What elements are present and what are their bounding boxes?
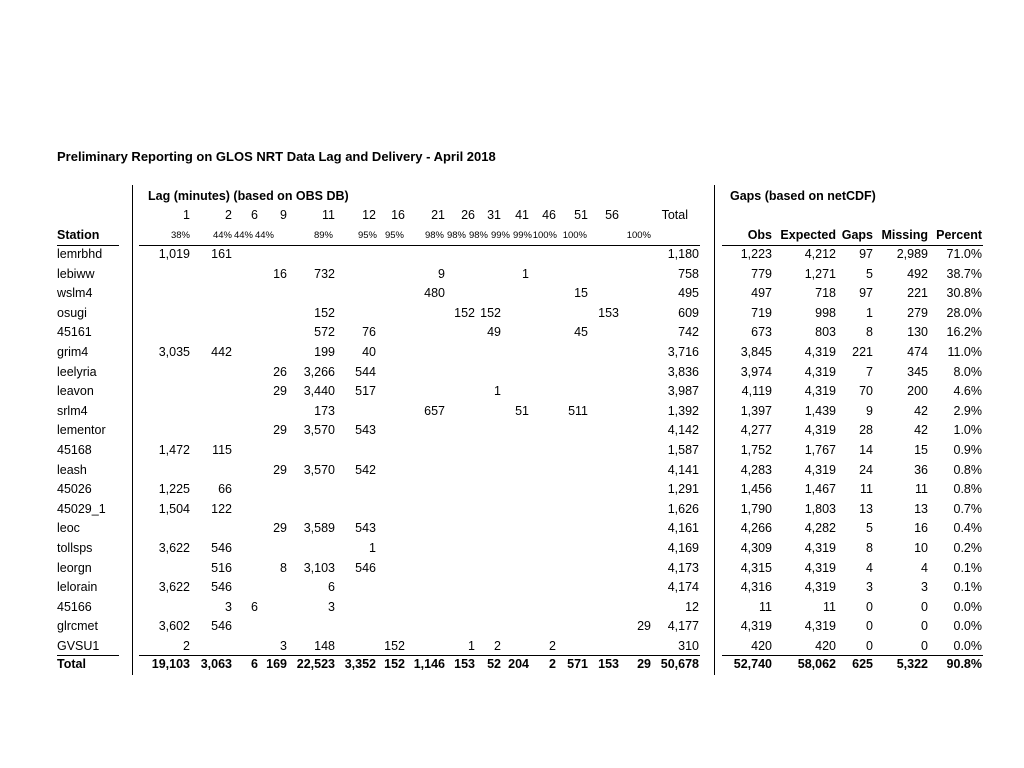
gaps-missing-cell: 221 [907, 286, 928, 300]
gaps-expected-cell: 4,319 [804, 345, 836, 359]
lag-minutes-header: Total [661, 208, 688, 222]
gaps-expected-cell: 1,467 [804, 482, 836, 496]
lag-cell: 152 [454, 306, 475, 320]
gaps-missing-cell: 36 [914, 463, 928, 477]
gaps-gaps-cell: 7 [866, 365, 873, 379]
lag-cell: 3,570 [303, 463, 335, 477]
gaps-gaps-cell: 8 [866, 325, 873, 339]
lag-cell: 1,504 [158, 502, 190, 516]
lag-cell: 546 [211, 619, 232, 633]
lag-total-cell: 4,177 [667, 619, 699, 633]
gaps-expected-cell: 11 [823, 600, 836, 614]
lag-cumulative-percent: 100% [562, 230, 587, 241]
lag-cell: 517 [355, 384, 376, 398]
lag-cell: 3,266 [303, 365, 335, 379]
lag-grand-total-cell: 50,678 [660, 657, 699, 671]
lag-total-row-cell: 22,523 [296, 657, 335, 671]
lag-cell: 543 [355, 521, 376, 535]
gaps-percent-cell: 28.0% [946, 306, 982, 320]
gaps-missing-cell: 279 [907, 306, 928, 320]
lag-cumulative-percent: 100% [626, 230, 651, 241]
lag-divider-line [132, 185, 133, 675]
station-name: lebiww [57, 267, 95, 281]
gaps-gaps-cell: 14 [859, 443, 873, 457]
gaps-gaps-cell: 5 [866, 267, 873, 281]
station-name: srlm4 [57, 404, 88, 418]
gaps-obs-cell: 1,223 [740, 247, 772, 261]
lag-cell: 544 [355, 365, 376, 379]
lag-minutes-header: 6 [251, 208, 258, 222]
lag-cell: 546 [211, 541, 232, 555]
lag-cell: 480 [424, 286, 445, 300]
lag-cumulative-percent: 99% [490, 230, 510, 241]
lag-minutes-header: 2 [225, 208, 232, 222]
gaps-missing-cell: 11 [915, 482, 928, 496]
gaps-missing-cell: 474 [907, 345, 928, 359]
lag-total-cell: 4,161 [667, 521, 699, 535]
station-name: tollsps [57, 541, 93, 555]
lag-cell: 511 [568, 404, 588, 418]
lag-total-row-cell: 2 [549, 657, 556, 671]
lag-total-cell: 758 [678, 267, 699, 281]
gaps-gaps-cell: 9 [866, 404, 873, 418]
lag-cell: 148 [314, 639, 335, 653]
lag-cell: 3,103 [303, 561, 335, 575]
lag-cell: 546 [355, 561, 376, 575]
lag-total-cell: 310 [678, 639, 699, 653]
lag-cell: 1 [369, 541, 376, 555]
gaps-expected-cell: 718 [815, 286, 836, 300]
lag-minutes-header: 21 [431, 208, 445, 222]
gaps-expected-cell: 4,319 [804, 619, 836, 633]
lag-cell: 732 [314, 267, 335, 281]
gaps-obs-cell: 420 [751, 639, 772, 653]
gaps-expected-cell: 4,319 [804, 561, 836, 575]
gaps-expected-cell: 420 [815, 639, 836, 653]
gaps-percent-cell: 2.9% [953, 404, 982, 418]
station-name: glrcmet [57, 619, 98, 633]
station-column-header: Station [57, 228, 100, 242]
gaps-expected-cell: 4,319 [804, 463, 836, 477]
gaps-obs-cell: 673 [751, 325, 772, 339]
lag-total-cell: 495 [678, 286, 699, 300]
gaps-percent-cell: 0.7% [953, 502, 982, 516]
gaps-header-underline [722, 245, 983, 246]
gaps-percent-cell: 1.0% [953, 423, 982, 437]
lag-cumulative-percent: 95% [357, 230, 377, 241]
lag-total-row-cell: 153 [454, 657, 475, 671]
report-title: Preliminary Reporting on GLOS NRT Data Lag and Delivery - April 2018 [57, 149, 496, 164]
lag-cell: 29 [637, 619, 651, 633]
lag-cell: 122 [211, 502, 232, 516]
lag-cell: 572 [314, 325, 335, 339]
lag-cumulative-percent: 99% [512, 230, 532, 241]
lag-cell: 657 [424, 404, 445, 418]
gaps-percent-cell: 0.8% [953, 482, 982, 496]
gaps-obs-cell: 1,456 [740, 482, 772, 496]
lag-section-title: Lag (minutes) (based on OBS DB) [148, 189, 349, 203]
lag-cell: 49 [487, 325, 501, 339]
lag-cell: 173 [314, 404, 335, 418]
gaps-column-header: Percent [936, 228, 982, 242]
gaps-percent-cell: 0.1% [953, 580, 982, 594]
gaps-obs-cell: 4,315 [740, 561, 772, 575]
gaps-expected-cell: 4,282 [804, 521, 836, 535]
lag-cell: 1,225 [158, 482, 190, 496]
lag-cell: 153 [598, 306, 619, 320]
gaps-expected-cell: 4,319 [804, 541, 836, 555]
gaps-percent-cell: 38.7% [946, 267, 982, 281]
gaps-percent-cell: 0.0% [953, 619, 982, 633]
lag-total-row-cell: 1,146 [413, 657, 445, 671]
lag-cell: 546 [211, 580, 232, 594]
lag-cell: 1 [522, 267, 529, 281]
lag-total-cell: 4,142 [667, 423, 699, 437]
gaps-obs-cell: 497 [751, 286, 772, 300]
gaps-obs-cell: 3,845 [740, 345, 772, 359]
gaps-obs-cell: 1,790 [740, 502, 772, 516]
gaps-gaps-cell: 5 [866, 521, 873, 535]
lag-total-cell: 4,169 [667, 541, 699, 555]
lag-minutes-header: 9 [280, 208, 287, 222]
lag-cell: 29 [273, 463, 287, 477]
lag-cell: 1,019 [158, 247, 190, 261]
gaps-obs-cell: 4,277 [740, 423, 772, 437]
gaps-percent-cell: 0.9% [953, 443, 982, 457]
lag-minutes-header: 1 [183, 208, 190, 222]
total-row-line-lag [139, 655, 700, 656]
gaps-missing-cell: 0 [921, 639, 928, 653]
gaps-gaps-cell: 4 [866, 561, 873, 575]
station-name: leoc [57, 521, 80, 535]
lag-cell: 3,570 [303, 423, 335, 437]
lag-cell: 3 [225, 600, 232, 614]
lag-total-row-cell: 153 [598, 657, 619, 671]
station-name: leavon [57, 384, 94, 398]
gaps-gaps-cell: 1 [866, 306, 873, 320]
gaps-obs-cell: 719 [751, 306, 772, 320]
lag-cell: 76 [362, 325, 376, 339]
lag-total-cell: 1,626 [667, 502, 699, 516]
gaps-obs-cell: 4,266 [740, 521, 772, 535]
gaps-percent-cell: 0.2% [953, 541, 982, 555]
lag-cell: 152 [384, 639, 405, 653]
gaps-percent-cell: 0.8% [953, 463, 982, 477]
station-name: leash [57, 463, 87, 477]
gaps-percent-cell: 71.0% [946, 247, 982, 261]
lag-cell: 152 [480, 306, 501, 320]
lag-cell: 152 [314, 306, 335, 320]
gaps-obs-cell: 779 [751, 267, 772, 281]
station-name: lemrbhd [57, 247, 103, 261]
lag-cell: 3,035 [158, 345, 190, 359]
gaps-total-missing-cell: 5,322 [896, 657, 928, 671]
gaps-missing-cell: 0 [921, 600, 928, 614]
station-name: 45029_1 [57, 502, 106, 516]
lag-cell: 442 [211, 345, 232, 359]
lag-total-row-cell: 152 [384, 657, 405, 671]
lag-minutes-header: 11 [322, 208, 335, 222]
lag-total-row-cell: 571 [567, 657, 588, 671]
gaps-gaps-cell: 13 [859, 502, 873, 516]
lag-cell: 16 [273, 267, 287, 281]
station-name: lementor [57, 423, 106, 437]
gaps-total-obs-cell: 52,740 [733, 657, 772, 671]
gaps-percent-cell: 4.6% [953, 384, 982, 398]
gaps-obs-cell: 4,119 [741, 384, 772, 398]
gaps-obs-cell: 4,319 [740, 619, 772, 633]
lag-cumulative-percent: 44% [254, 230, 274, 241]
lag-minutes-header: 51 [574, 208, 588, 222]
total-row-label: Total [57, 657, 86, 671]
lag-cell: 40 [362, 345, 376, 359]
gaps-total-gaps-cell: 625 [852, 657, 873, 671]
gaps-missing-cell: 42 [914, 404, 928, 418]
lag-total-cell: 1,180 [667, 247, 699, 261]
lag-cumulative-percent: 38% [170, 230, 190, 241]
gaps-missing-cell: 13 [914, 502, 928, 516]
lag-total-row-cell: 6 [251, 657, 258, 671]
station-name: 45161 [57, 325, 92, 339]
lag-total-cell: 12 [685, 600, 699, 614]
lag-cell: 3,622 [158, 541, 190, 555]
lag-cumulative-percent: 89% [313, 230, 333, 241]
gaps-expected-cell: 4,212 [804, 247, 836, 261]
lag-cell: 199 [314, 345, 335, 359]
lag-total-cell: 742 [678, 325, 699, 339]
lag-cell: 29 [273, 521, 287, 535]
lag-cell: 543 [355, 423, 376, 437]
gaps-expected-cell: 1,439 [804, 404, 836, 418]
gaps-gaps-cell: 24 [859, 463, 873, 477]
lag-minutes-header: 46 [542, 208, 556, 222]
lag-cell: 29 [273, 423, 287, 437]
lag-total-row-cell: 3,352 [344, 657, 376, 671]
gaps-expected-cell: 1,803 [804, 502, 836, 516]
lag-cell: 1 [494, 384, 501, 398]
lag-minutes-header: 56 [605, 208, 619, 222]
station-name: lelorain [57, 580, 98, 594]
gaps-gaps-cell: 97 [859, 247, 873, 261]
gaps-missing-cell: 130 [907, 325, 928, 339]
lag-total-cell: 1,291 [667, 482, 699, 496]
gaps-expected-cell: 1,767 [804, 443, 836, 457]
gaps-expected-cell: 998 [815, 306, 836, 320]
lag-minutes-header: 31 [487, 208, 501, 222]
gaps-obs-cell: 1,397 [740, 404, 772, 418]
lag-cumulative-percent: 98% [446, 230, 466, 241]
lag-total-cell: 1,392 [667, 404, 699, 418]
gaps-divider-line [714, 185, 715, 675]
gaps-missing-cell: 345 [907, 365, 928, 379]
lag-cell: 1 [468, 639, 475, 653]
gaps-gaps-cell: 8 [866, 541, 873, 555]
lag-cumulative-percent: 44% [233, 230, 253, 241]
lag-total-cell: 3,836 [667, 365, 699, 379]
lag-cumulative-percent: 98% [468, 230, 488, 241]
gaps-percent-cell: 0.4% [953, 521, 982, 535]
lag-cell: 542 [355, 463, 376, 477]
lag-cell: 45 [574, 325, 588, 339]
gaps-percent-cell: 0.1% [953, 561, 982, 575]
lag-minutes-header: 16 [391, 208, 405, 222]
lag-cell: 15 [574, 286, 588, 300]
gaps-obs-cell: 4,309 [740, 541, 772, 555]
gaps-expected-cell: 4,319 [804, 365, 836, 379]
gaps-column-header: Obs [747, 228, 772, 242]
lag-cell: 161 [211, 247, 232, 261]
gaps-gaps-cell: 11 [860, 482, 873, 496]
lag-total-cell: 4,173 [667, 561, 699, 575]
gaps-obs-cell: 4,316 [740, 580, 772, 594]
lag-cell: 115 [212, 443, 232, 457]
gaps-obs-cell: 4,283 [740, 463, 772, 477]
station-name: 45168 [57, 443, 92, 457]
lag-total-cell: 3,716 [667, 345, 699, 359]
station-name: GVSU1 [57, 639, 100, 653]
gaps-percent-cell: 8.0% [953, 365, 982, 379]
gaps-percent-cell: 0.0% [953, 600, 982, 614]
gaps-missing-cell: 0 [921, 619, 928, 633]
gaps-percent-cell: 30.8% [946, 286, 982, 300]
gaps-obs-cell: 1,752 [740, 443, 772, 457]
lag-total-cell: 4,174 [667, 580, 699, 594]
lag-cell: 3,589 [303, 521, 335, 535]
total-row-line-gaps [722, 655, 983, 656]
station-name: 45026 [57, 482, 92, 496]
lag-cell: 2 [549, 639, 556, 653]
gaps-obs-cell: 11 [759, 600, 772, 614]
gaps-gaps-cell: 221 [852, 345, 873, 359]
gaps-missing-cell: 3 [921, 580, 928, 594]
gaps-missing-cell: 200 [907, 384, 928, 398]
lag-total-cell: 1,587 [667, 443, 699, 457]
gaps-percent-cell: 16.2% [946, 325, 982, 339]
lag-cell: 51 [515, 404, 529, 418]
gaps-percent-cell: 11.0% [947, 345, 982, 359]
gaps-missing-cell: 4 [921, 561, 928, 575]
lag-cell: 8 [280, 561, 287, 575]
lag-cumulative-percent: 100% [532, 230, 557, 241]
lag-total-row-cell: 29 [637, 657, 651, 671]
station-name: osugi [57, 306, 87, 320]
gaps-gaps-cell: 0 [866, 619, 873, 633]
gaps-column-header: Expected [780, 228, 836, 242]
lag-cell: 2 [183, 639, 190, 653]
gaps-expected-cell: 4,319 [804, 580, 836, 594]
lag-cell: 29 [273, 384, 287, 398]
station-name: grim4 [57, 345, 89, 359]
lag-minutes-header: 41 [515, 208, 529, 222]
lag-cell: 3,602 [158, 619, 190, 633]
gaps-expected-cell: 4,319 [804, 384, 836, 398]
gaps-expected-cell: 4,319 [804, 423, 836, 437]
lag-cell: 2 [494, 639, 501, 653]
station-name: 45166 [57, 600, 92, 614]
lag-total-row-cell: 19,103 [151, 657, 190, 671]
gaps-gaps-cell: 28 [859, 423, 873, 437]
lag-total-row-cell: 52 [487, 657, 501, 671]
lag-cell: 9 [438, 267, 445, 281]
gaps-gaps-cell: 0 [866, 600, 873, 614]
lag-cumulative-percent: 98% [424, 230, 444, 241]
lag-minutes-header: 12 [362, 208, 376, 222]
gaps-missing-cell: 492 [907, 267, 928, 281]
gaps-column-header: Gaps [841, 228, 873, 242]
station-name: wslm4 [57, 286, 93, 300]
lag-cell: 6 [251, 600, 258, 614]
lag-cell: 6 [328, 580, 335, 594]
lag-total-row-cell: 169 [266, 657, 287, 671]
lag-cell: 3,622 [158, 580, 190, 594]
station-name: leelyria [57, 365, 97, 379]
gaps-missing-cell: 2,989 [896, 247, 928, 261]
station-name: leorgn [57, 561, 92, 575]
lag-cell: 3,440 [303, 384, 335, 398]
lag-cumulative-percent: 95% [384, 230, 404, 241]
gaps-expected-cell: 1,271 [804, 267, 836, 281]
lag-total-cell: 609 [678, 306, 699, 320]
lag-cell: 1,472 [158, 443, 190, 457]
gaps-expected-cell: 803 [815, 325, 836, 339]
gaps-gaps-cell: 3 [866, 580, 873, 594]
lag-total-cell: 3,987 [667, 384, 699, 398]
gaps-percent-cell: 0.0% [953, 639, 982, 653]
lag-cell: 3 [328, 600, 335, 614]
gaps-missing-cell: 10 [914, 541, 928, 555]
gaps-column-header: Missing [881, 228, 928, 242]
lag-total-cell: 4,141 [667, 463, 699, 477]
gaps-missing-cell: 16 [914, 521, 928, 535]
lag-cell: 66 [218, 482, 232, 496]
lag-cumulative-percent: 44% [212, 230, 232, 241]
lag-header-underline [139, 245, 700, 246]
lag-total-row-cell: 204 [508, 657, 529, 671]
gaps-gaps-cell: 97 [859, 286, 873, 300]
station-header-underline [57, 245, 119, 246]
total-row-line-station [57, 655, 119, 656]
gaps-gaps-cell: 70 [859, 384, 873, 398]
gaps-missing-cell: 42 [914, 423, 928, 437]
gaps-section-title: Gaps (based on netCDF) [730, 189, 876, 203]
lag-cell: 26 [273, 365, 287, 379]
lag-cell: 516 [211, 561, 232, 575]
lag-minutes-header: 26 [461, 208, 475, 222]
gaps-total-expected-cell: 58,062 [797, 657, 836, 671]
gaps-obs-cell: 3,974 [740, 365, 772, 379]
gaps-total-percent-cell: 90.8% [946, 657, 982, 671]
lag-total-row-cell: 3,063 [200, 657, 232, 671]
lag-cell: 3 [280, 639, 287, 653]
gaps-gaps-cell: 0 [866, 639, 873, 653]
gaps-missing-cell: 15 [914, 443, 928, 457]
